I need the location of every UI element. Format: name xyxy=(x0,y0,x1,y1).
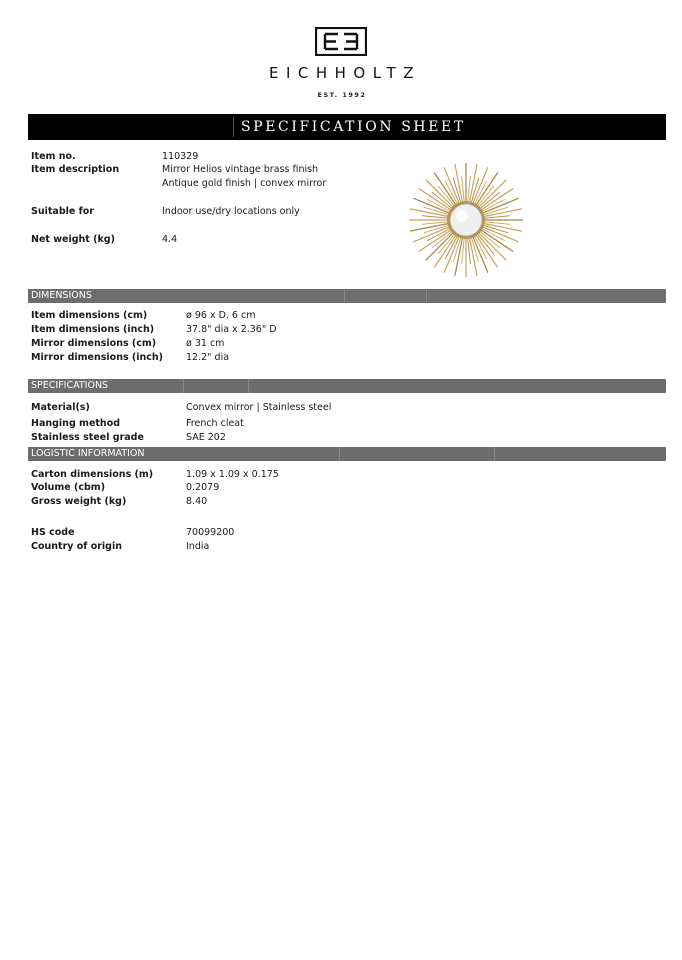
item-description-label: Item description xyxy=(31,164,120,175)
section-separator xyxy=(344,289,345,303)
item-no-value: 110329 xyxy=(162,151,199,162)
specification-label: Stainless steel grade xyxy=(31,432,144,443)
dimension-label: Item dimensions (inch) xyxy=(31,324,155,335)
brand-name: EICHHOLTZ xyxy=(269,64,421,82)
dimension-value: 12.2" dia xyxy=(186,352,230,363)
specification-value: Convex mirror | Stainless steel xyxy=(186,402,332,413)
logistic-label: HS code xyxy=(31,527,75,538)
dimension-value: 37.8" dia x 2.36" D xyxy=(186,324,277,335)
suitable-for-label: Suitable for xyxy=(31,206,94,217)
net-weight-value: 4.4 xyxy=(162,234,178,245)
sunburst-ray xyxy=(479,180,507,208)
section-separator xyxy=(248,379,249,393)
dimension-label: Item dimensions (cm) xyxy=(31,310,148,321)
section-separator xyxy=(426,289,427,303)
banner-title: SPECIFICATION SHEET xyxy=(241,119,466,135)
product-image xyxy=(406,163,526,283)
logistic-value: 1.09 x 1.09 x 0.175 xyxy=(186,469,279,480)
logistic-value: 70099200 xyxy=(186,527,235,538)
logistic-label: Country of origin xyxy=(31,541,123,552)
net-weight-label: Net weight (kg) xyxy=(31,234,115,245)
logistic-label: Carton dimensions (m) xyxy=(31,469,154,480)
logistic-label: Gross weight (kg) xyxy=(31,496,127,507)
dimension-value: ø 96 x D. 6 cm xyxy=(186,310,256,321)
logistic-label: Volume (cbm) xyxy=(31,482,106,493)
specification-value: French cleat xyxy=(186,418,244,429)
item-description-line2: Antique gold finish | convex mirror xyxy=(162,178,327,189)
sunburst-ray xyxy=(426,233,454,261)
specification-label: Hanging method xyxy=(31,418,121,429)
sunburst-ray xyxy=(426,180,454,208)
dimension-label: Mirror dimensions (inch) xyxy=(31,352,164,363)
specification-value: SAE 202 xyxy=(186,432,226,443)
item-description-line1: Mirror Helios vintage brass finish xyxy=(162,164,319,175)
section-separator xyxy=(494,447,495,461)
section-specifications xyxy=(28,379,666,393)
logistic-value: 8.40 xyxy=(186,496,208,507)
section-logistic-title: LOGISTIC INFORMATION xyxy=(31,448,145,459)
specification-banner xyxy=(28,114,666,140)
logistic-value: India xyxy=(186,541,210,552)
eichholtz-logo-icon xyxy=(315,27,367,56)
dimension-value: ø 31 cm xyxy=(186,338,225,349)
dimension-label: Mirror dimensions (cm) xyxy=(31,338,157,349)
banner-divider xyxy=(233,117,234,137)
specification-label: Material(s) xyxy=(31,402,90,413)
section-logistic-information xyxy=(28,447,666,461)
section-dimensions xyxy=(28,289,666,303)
section-specifications-title: SPECIFICATIONS xyxy=(31,380,109,391)
suitable-for-value: Indoor use/dry locations only xyxy=(162,206,300,217)
sunburst-ray xyxy=(479,233,507,261)
logistic-value: 0.2079 xyxy=(186,482,220,493)
item-no-label: Item no. xyxy=(31,151,76,162)
section-dimensions-title: DIMENSIONS xyxy=(31,290,92,301)
brand-established: EST. 1992 xyxy=(317,91,367,99)
section-separator xyxy=(183,379,184,393)
section-separator xyxy=(339,447,340,461)
